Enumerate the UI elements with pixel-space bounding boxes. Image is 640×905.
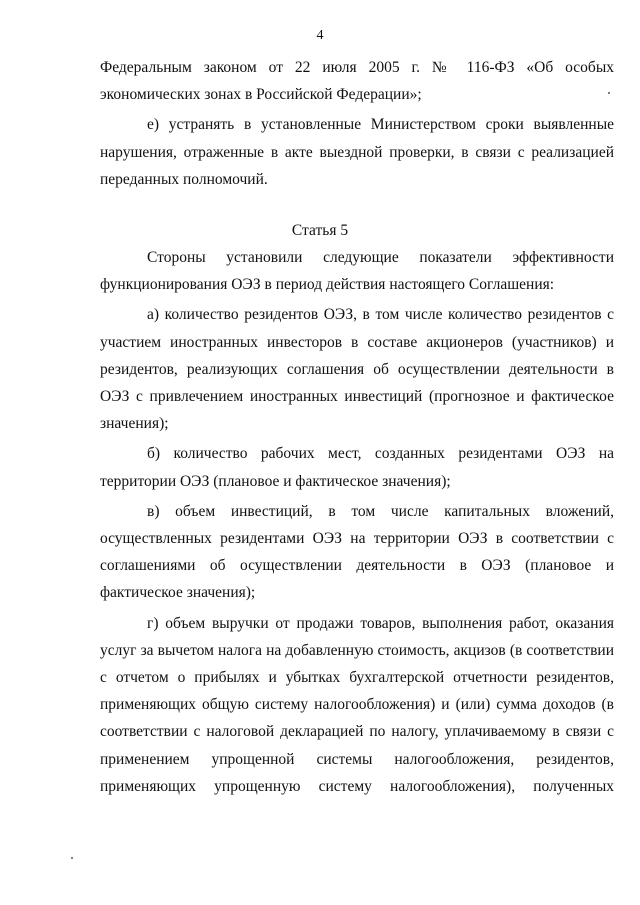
paragraph-item-g: г) объем выручки от продажи товаров, выполнения работ, оказания услуг за вычетом налога на добавленную стоимость, акцизов (в соответствии с отчетом о прибылях и убытках бухгалтерской отчетности резидентов, применяющих общую систему налогообложения) и (или) сумма доходов (в соответствии с налоговой декларацией по налогу, уплачиваемому в связи с применением упрощенной системы налогообложения, резидентов, применяющих упрощенную систему налогообложения), полученных xyxy=(100,614,614,795)
text-block-top xyxy=(100,54,614,193)
paragraph-item-v: в) объем инвестиций, в том числе капитальных вложений, осуществленных резидентами ОЭЗ на территории ОЭЗ в соответствии с соглашениями об осуществлении деятельности в ОЭЗ (плановое и фактическое значения); xyxy=(100,502,614,602)
text-block-article xyxy=(100,244,614,800)
paragraph-item-b: б) количество рабочих мест, созданных резидентами ОЭЗ на территории ОЭЗ (плановое и фактическое значения); xyxy=(100,445,614,490)
paragraph-law-reference: Федеральным законом от 22 июля 2005 г. № 116-ФЗ «Об особых экономических зонах в Российской Федерации»; xyxy=(100,59,614,104)
page-number: 4 xyxy=(316,28,324,43)
paragraph-item-e: е) устранять в установленные Министерством сроки выявленные нарушения, отраженные в акте выездной проверки, в связи с реализацией переданных полномочий. xyxy=(100,116,614,188)
paragraph-item-a: а) количество резидентов ОЭЗ, в том числе количество резидентов с участием иностранных инвесторов в составе акционеров (участников) и резидентов, реализующих соглашения об осуществлении деятельности в ОЭЗ с привлечением иностранных инвестиций (прогнозное и фактическое значения); xyxy=(100,306,614,433)
scan-speck xyxy=(71,857,73,859)
scan-speck xyxy=(608,92,610,94)
paragraph-intro: Стороны установили следующие показатели эффективности функционирования ОЭЗ в период действия настоящего Соглашения: xyxy=(100,249,614,294)
article-heading: Статья 5 xyxy=(291,222,349,239)
